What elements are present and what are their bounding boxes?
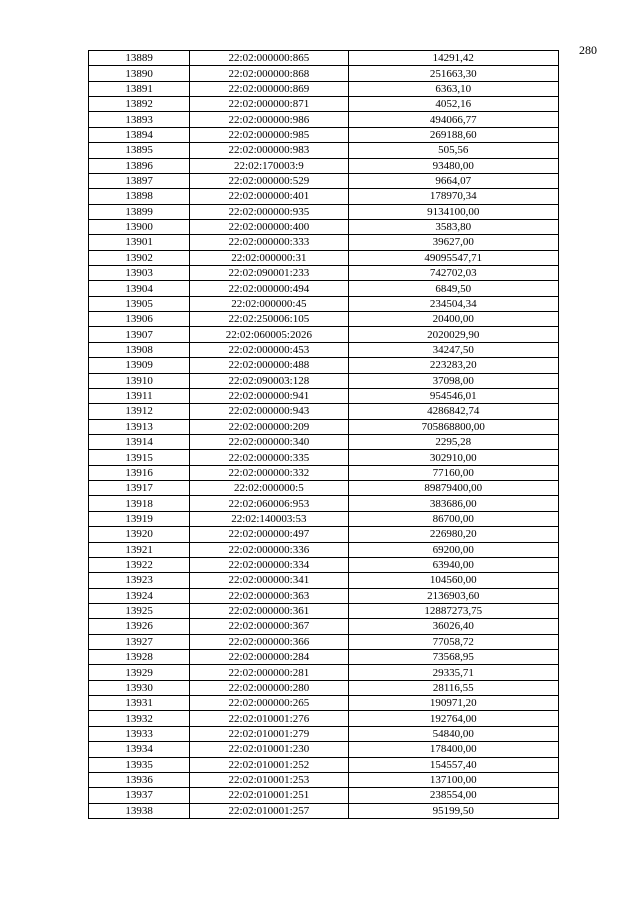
row-number-cell: 13930: [89, 680, 190, 695]
value-cell: 63940,00: [348, 557, 558, 572]
table-row: [89, 450, 559, 465]
row-number-cell: 13920: [89, 527, 190, 542]
row-number-cell: 13918: [89, 496, 190, 511]
value-cell: 178970,34: [348, 189, 558, 204]
cadastral-number-cell: 22:02:000000:280: [190, 680, 348, 695]
value-cell: 190971,20: [348, 696, 558, 711]
row-number-cell: 13899: [89, 204, 190, 219]
value-cell: 269188,60: [348, 127, 558, 142]
value-cell: 86700,00: [348, 511, 558, 526]
cadastral-number-cell: 22:02:000000:5: [190, 481, 348, 496]
value-cell: 226980,20: [348, 527, 558, 542]
value-cell: 137100,00: [348, 772, 558, 787]
table-row: [89, 158, 559, 173]
row-number-cell: 13908: [89, 342, 190, 357]
cadastral-number-cell: 22:02:000000:265: [190, 696, 348, 711]
cadastral-number-cell: 22:02:000000:400: [190, 219, 348, 234]
cadastral-number-cell: 22:02:000000:361: [190, 603, 348, 618]
table-row: [89, 388, 559, 403]
value-cell: 29335,71: [348, 665, 558, 680]
cadastral-number-cell: 22:02:000000:281: [190, 665, 348, 680]
cadastral-number-cell: 22:02:000000:941: [190, 388, 348, 403]
row-number-cell: 13916: [89, 465, 190, 480]
table-body: [89, 51, 559, 819]
row-number-cell: 13911: [89, 388, 190, 403]
value-cell: 154557,40: [348, 757, 558, 772]
table-row: [89, 665, 559, 680]
value-cell: 28116,55: [348, 680, 558, 695]
value-cell: 49095547,71: [348, 250, 558, 265]
table-row: [89, 527, 559, 542]
row-number-cell: 13900: [89, 219, 190, 234]
row-number-cell: 13935: [89, 757, 190, 772]
cadastral-number-cell: 22:02:000000:497: [190, 527, 348, 542]
value-cell: 34247,50: [348, 342, 558, 357]
cadastral-number-cell: 22:02:010001:230: [190, 742, 348, 757]
cadastral-number-cell: 22:02:000000:334: [190, 557, 348, 572]
value-cell: 9664,07: [348, 173, 558, 188]
table-row: [89, 711, 559, 726]
table-row: [89, 173, 559, 188]
value-cell: 39627,00: [348, 235, 558, 250]
table-row: [89, 66, 559, 81]
cadastral-number-cell: 22:02:000000:209: [190, 419, 348, 434]
row-number-cell: 13922: [89, 557, 190, 572]
table-row: [89, 726, 559, 741]
table-row: [89, 634, 559, 649]
cadastral-number-cell: 22:02:250006:105: [190, 312, 348, 327]
table-row: [89, 434, 559, 449]
table-row: [89, 404, 559, 419]
value-cell: 89879400,00: [348, 481, 558, 496]
row-number-cell: 13923: [89, 573, 190, 588]
cadastral-number-cell: 22:02:000000:45: [190, 296, 348, 311]
value-cell: 4286842,74: [348, 404, 558, 419]
value-cell: 505,56: [348, 143, 558, 158]
cadastral-number-cell: 22:02:000000:332: [190, 465, 348, 480]
table-row: [89, 650, 559, 665]
value-cell: 6849,50: [348, 281, 558, 296]
table-row: [89, 250, 559, 265]
value-cell: 234504,34: [348, 296, 558, 311]
table-row: [89, 81, 559, 96]
cadastral-number-cell: 22:02:010001:251: [190, 788, 348, 803]
cadastral-number-cell: 22:02:000000:529: [190, 173, 348, 188]
table-row: [89, 97, 559, 112]
table-row: [89, 742, 559, 757]
cadastral-number-cell: 22:02:000000:935: [190, 204, 348, 219]
value-cell: 954546,01: [348, 388, 558, 403]
row-number-cell: 13921: [89, 542, 190, 557]
cadastral-number-cell: 22:02:090001:233: [190, 266, 348, 281]
row-number-cell: 13894: [89, 127, 190, 142]
cadastral-number-cell: 22:02:010001:252: [190, 757, 348, 772]
row-number-cell: 13893: [89, 112, 190, 127]
row-number-cell: 13909: [89, 358, 190, 373]
cadastral-number-cell: 22:02:000000:488: [190, 358, 348, 373]
row-number-cell: 13928: [89, 650, 190, 665]
row-number-cell: 13897: [89, 173, 190, 188]
table-row: [89, 557, 559, 572]
row-number-cell: 13932: [89, 711, 190, 726]
table-row: [89, 696, 559, 711]
row-number-cell: 13890: [89, 66, 190, 81]
cadastral-number-cell: 22:02:000000:333: [190, 235, 348, 250]
cadastral-number-cell: 22:02:000000:871: [190, 97, 348, 112]
table-row: [89, 803, 559, 818]
table-row: [89, 619, 559, 634]
table-row: [89, 419, 559, 434]
row-number-cell: 13929: [89, 665, 190, 680]
value-cell: 73568,95: [348, 650, 558, 665]
row-number-cell: 13927: [89, 634, 190, 649]
value-cell: 2020029,90: [348, 327, 558, 342]
value-cell: 37098,00: [348, 373, 558, 388]
cadastral-number-cell: 22:02:010001:253: [190, 772, 348, 787]
row-number-cell: 13903: [89, 266, 190, 281]
row-number-cell: 13910: [89, 373, 190, 388]
table-row: [89, 127, 559, 142]
table-row: [89, 358, 559, 373]
value-cell: 2295,28: [348, 434, 558, 449]
row-number-cell: 13901: [89, 235, 190, 250]
row-number-cell: 13934: [89, 742, 190, 757]
table-row: [89, 772, 559, 787]
cadastral-number-cell: 22:02:000000:341: [190, 573, 348, 588]
cadastral-number-cell: 22:02:000000:865: [190, 51, 348, 66]
value-cell: 95199,50: [348, 803, 558, 818]
cadastral-number-cell: 22:02:140003:53: [190, 511, 348, 526]
row-number-cell: 13917: [89, 481, 190, 496]
value-cell: 77058,72: [348, 634, 558, 649]
cadastral-number-cell: 22:02:090003:128: [190, 373, 348, 388]
value-cell: 251663,30: [348, 66, 558, 81]
cadastral-number-cell: 22:02:000000:869: [190, 81, 348, 96]
cadastral-number-cell: 22:02:010001:276: [190, 711, 348, 726]
value-cell: 12887273,75: [348, 603, 558, 618]
row-number-cell: 13937: [89, 788, 190, 803]
cadastral-number-cell: 22:02:000000:336: [190, 542, 348, 557]
value-cell: 238554,00: [348, 788, 558, 803]
row-number-cell: 13913: [89, 419, 190, 434]
cadastral-number-cell: 22:02:000000:943: [190, 404, 348, 419]
row-number-cell: 13906: [89, 312, 190, 327]
cadastral-number-cell: 22:02:000000:868: [190, 66, 348, 81]
value-cell: 14291,42: [348, 51, 558, 66]
value-cell: 93480,00: [348, 158, 558, 173]
table-row: [89, 235, 559, 250]
table-row: [89, 204, 559, 219]
row-number-cell: 13891: [89, 81, 190, 96]
row-number-cell: 13896: [89, 158, 190, 173]
row-number-cell: 13925: [89, 603, 190, 618]
row-number-cell: 13905: [89, 296, 190, 311]
value-cell: 9134100,00: [348, 204, 558, 219]
value-cell: 3583,80: [348, 219, 558, 234]
table-row: [89, 603, 559, 618]
cadastral-number-cell: 22:02:000000:335: [190, 450, 348, 465]
cadastral-number-cell: 22:02:170003:9: [190, 158, 348, 173]
row-number-cell: 13931: [89, 696, 190, 711]
table-row: [89, 481, 559, 496]
table-row: [89, 51, 559, 66]
table-row: [89, 511, 559, 526]
value-cell: 302910,00: [348, 450, 558, 465]
table-row: [89, 373, 559, 388]
table-row: [89, 788, 559, 803]
value-cell: 223283,20: [348, 358, 558, 373]
cadastral-number-cell: 22:02:000000:494: [190, 281, 348, 296]
value-cell: 104560,00: [348, 573, 558, 588]
cadastral-number-cell: 22:02:000000:985: [190, 127, 348, 142]
row-number-cell: 13919: [89, 511, 190, 526]
value-cell: 383686,00: [348, 496, 558, 511]
table-row: [89, 588, 559, 603]
row-number-cell: 13904: [89, 281, 190, 296]
cadastral-number-cell: 22:02:000000:983: [190, 143, 348, 158]
row-number-cell: 13924: [89, 588, 190, 603]
value-cell: 2136903,60: [348, 588, 558, 603]
value-cell: 192764,00: [348, 711, 558, 726]
value-cell: 54840,00: [348, 726, 558, 741]
row-number-cell: 13889: [89, 51, 190, 66]
table-row: [89, 112, 559, 127]
table-row: [89, 143, 559, 158]
row-number-cell: 13938: [89, 803, 190, 818]
table-row: [89, 342, 559, 357]
row-number-cell: 13936: [89, 772, 190, 787]
cadastral-number-cell: 22:02:000000:31: [190, 250, 348, 265]
cadastral-number-cell: 22:02:000000:401: [190, 189, 348, 204]
value-cell: 6363,10: [348, 81, 558, 96]
cadastral-number-cell: 22:02:000000:986: [190, 112, 348, 127]
value-cell: 69200,00: [348, 542, 558, 557]
value-cell: 742702,03: [348, 266, 558, 281]
value-cell: 36026,40: [348, 619, 558, 634]
row-number-cell: 13915: [89, 450, 190, 465]
value-cell: 705868800,00: [348, 419, 558, 434]
table-row: [89, 465, 559, 480]
row-number-cell: 13892: [89, 97, 190, 112]
table-row: [89, 219, 559, 234]
cadastral-number-cell: 22:02:000000:367: [190, 619, 348, 634]
table-row: [89, 680, 559, 695]
table-row: [89, 757, 559, 772]
cadastral-number-cell: 22:02:000000:366: [190, 634, 348, 649]
row-number-cell: 13926: [89, 619, 190, 634]
cadastral-number-cell: 22:02:010001:257: [190, 803, 348, 818]
cadastral-number-cell: 22:02:000000:453: [190, 342, 348, 357]
row-number-cell: 13907: [89, 327, 190, 342]
cadastral-number-cell: 22:02:060005:2026: [190, 327, 348, 342]
row-number-cell: 13914: [89, 434, 190, 449]
row-number-cell: 13933: [89, 726, 190, 741]
row-number-cell: 13898: [89, 189, 190, 204]
table-row: [89, 573, 559, 588]
table-row: [89, 281, 559, 296]
cadastral-table: [88, 50, 559, 819]
table-row: [89, 312, 559, 327]
cadastral-number-cell: 22:02:000000:340: [190, 434, 348, 449]
table-row: [89, 542, 559, 557]
cadastral-number-cell: 22:02:000000:284: [190, 650, 348, 665]
row-number-cell: 13895: [89, 143, 190, 158]
value-cell: 494066,77: [348, 112, 558, 127]
row-number-cell: 13902: [89, 250, 190, 265]
table-row: [89, 327, 559, 342]
cadastral-number-cell: 22:02:010001:279: [190, 726, 348, 741]
cadastral-number-cell: 22:02:060006:953: [190, 496, 348, 511]
table-row: [89, 296, 559, 311]
value-cell: 4052,16: [348, 97, 558, 112]
table-row: [89, 496, 559, 511]
row-number-cell: 13912: [89, 404, 190, 419]
value-cell: 20400,00: [348, 312, 558, 327]
cadastral-number-cell: 22:02:000000:363: [190, 588, 348, 603]
table-row: [89, 189, 559, 204]
value-cell: 77160,00: [348, 465, 558, 480]
value-cell: 178400,00: [348, 742, 558, 757]
table-row: [89, 266, 559, 281]
page-number: 280: [579, 43, 597, 57]
